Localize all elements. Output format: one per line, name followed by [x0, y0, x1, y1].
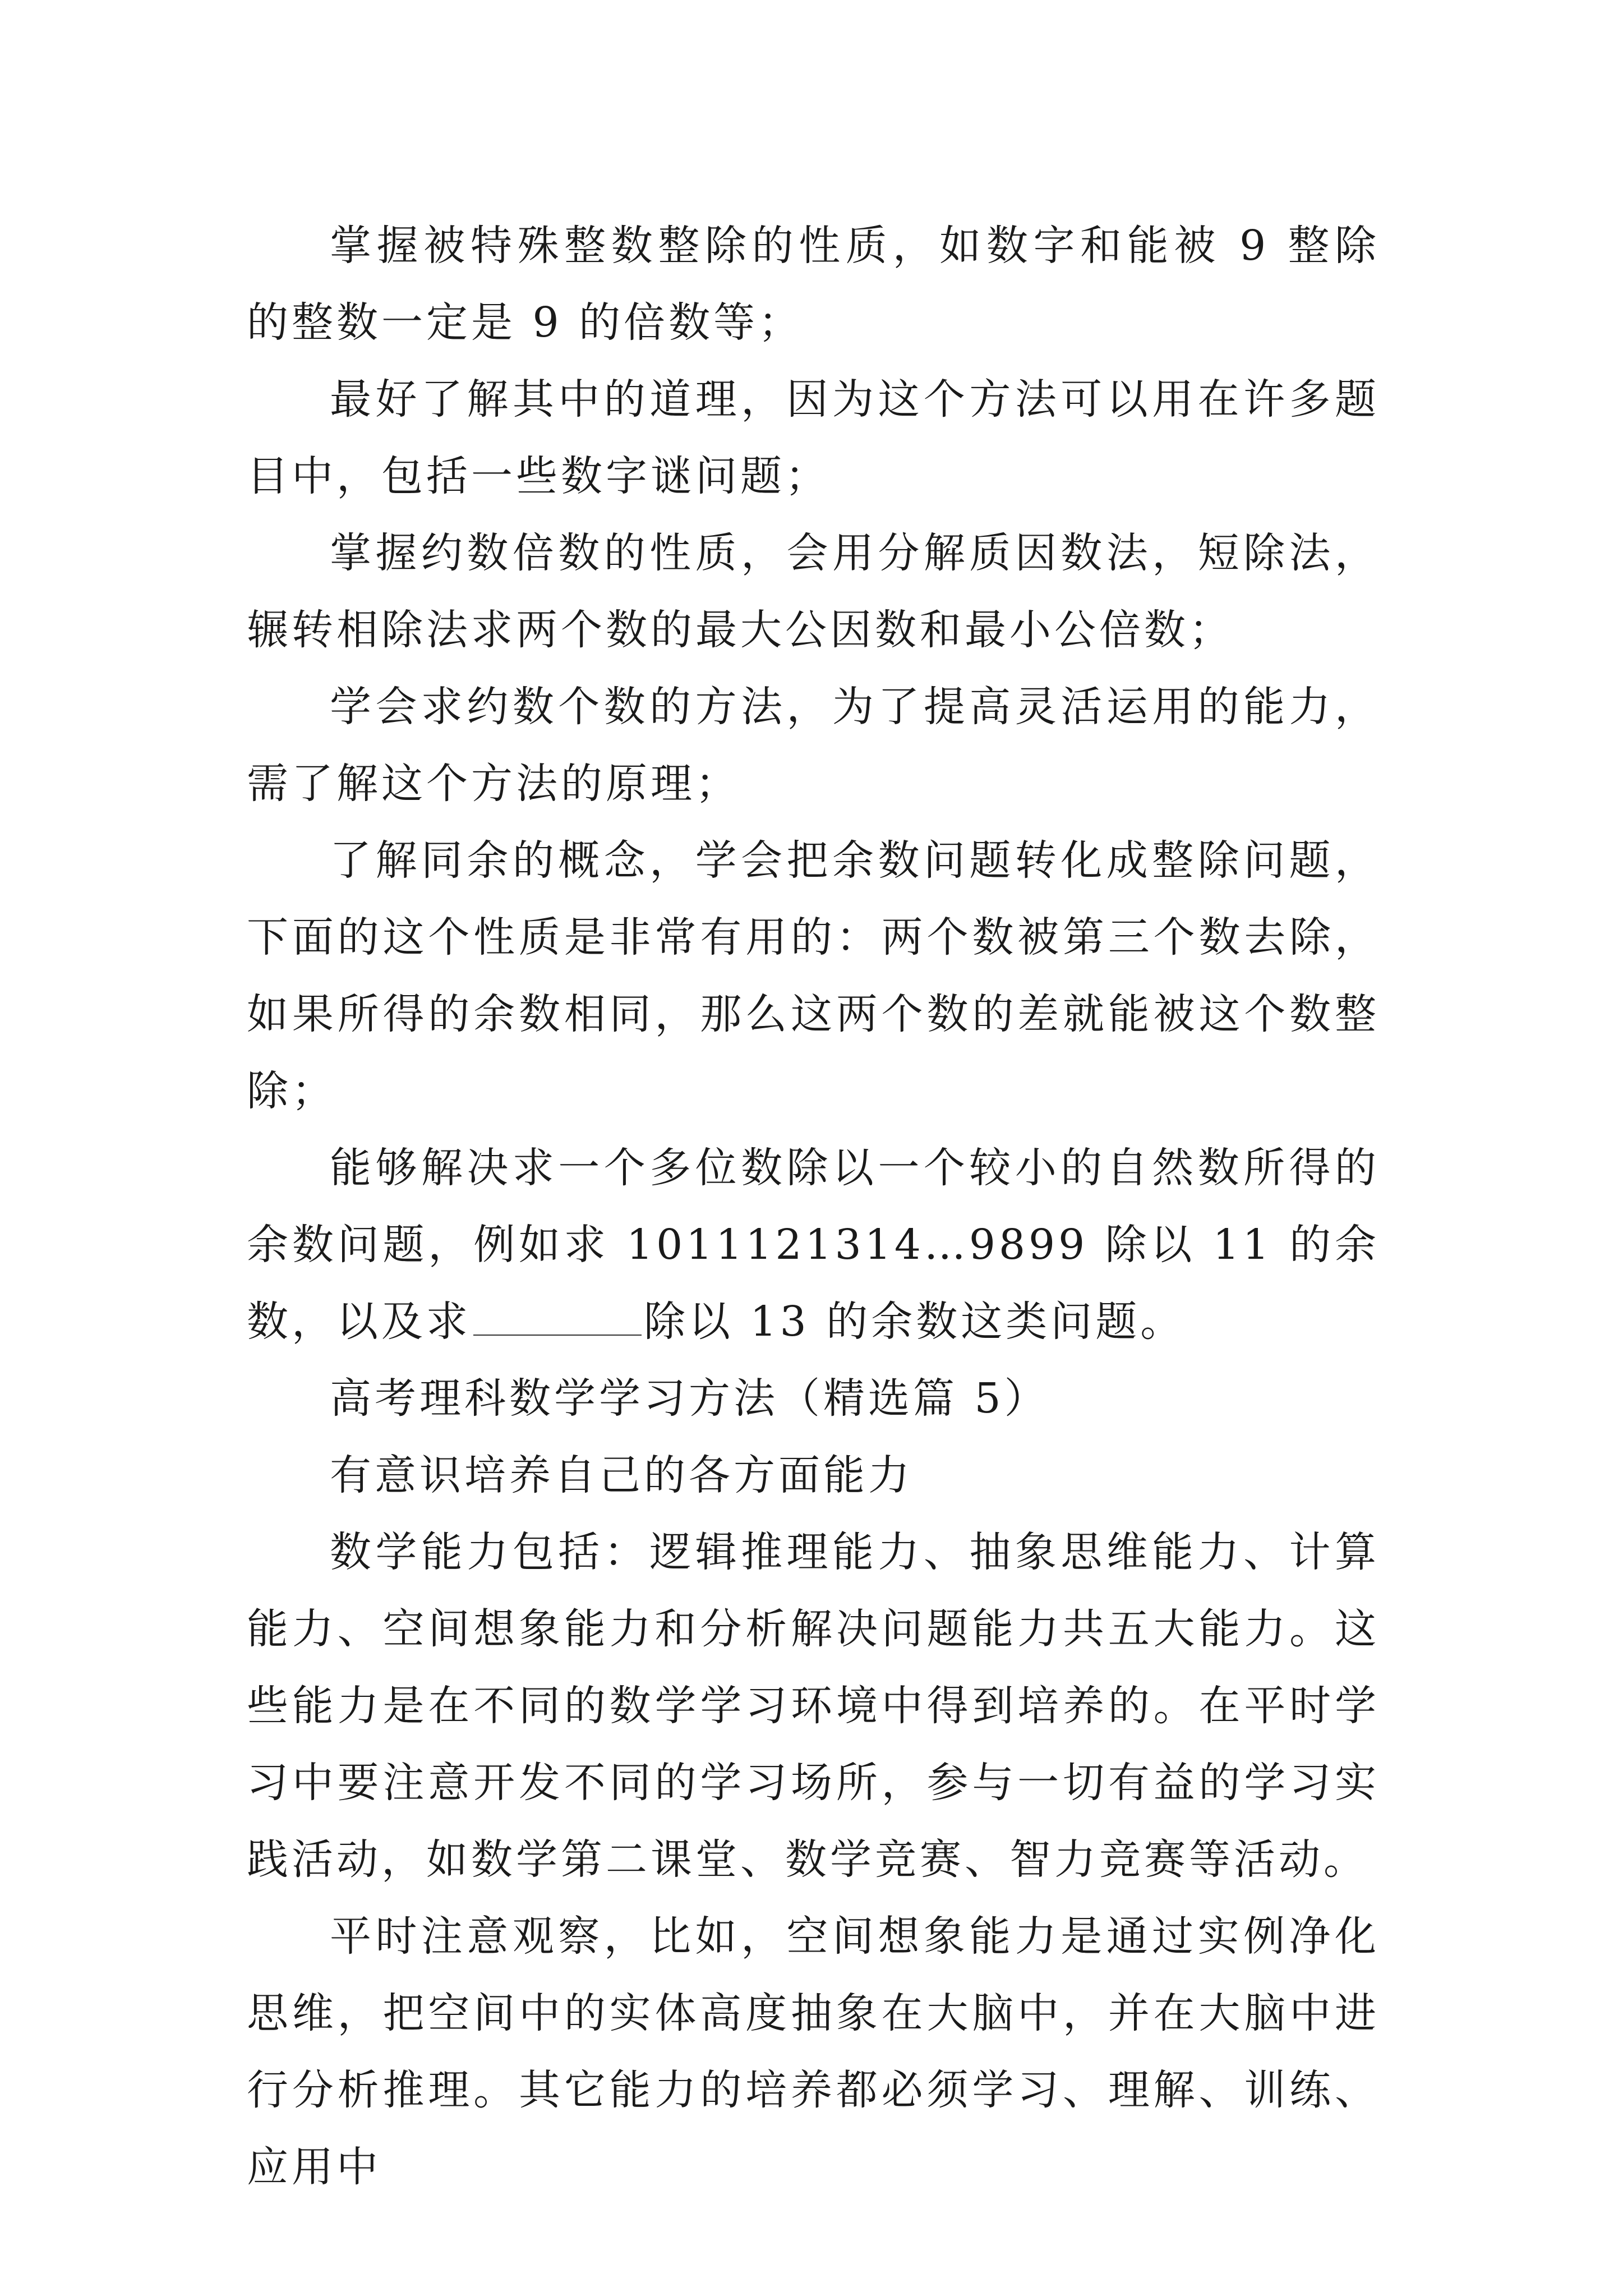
paragraph-divisor-count: 学会求约数个数的方法，为了提高灵活运用的能力，需了解这个方法的原理； [247, 683, 1380, 808]
remainder-text-after-blank: 除以 13 的余数这类问题。 [644, 1297, 1186, 1346]
paragraph-understand-reasoning: 最好了解其中的道理，因为这个方法可以用在许多题目中，包括一些数字谜问题； [247, 375, 1380, 500]
section-heading: 高考理科数学学习方法（精选篇 5） [330, 1374, 1049, 1423]
paragraph-math-abilities: 数学能力包括：逻辑推理能力、抽象思维能力、计算能力、空间想象能力和分析解决问题能力共五大能力。这些能力是在不同的数学学习环境中得到培养的。在平时学习中要注意开发不同的学习场所，参与一切有益的学习实践活动，如数学第二课堂、数学竞赛、智力竞赛等活动。 [247, 1528, 1380, 1884]
paragraph-observation: 平时注意观察，比如，空间想象能力是通过实例净化思维，把空间中的实体高度抽象在大脑中，并在大脑中进行分析推理。其它能力的培养都必须学习、理解、训练、应用中 [247, 1912, 1380, 2191]
paragraph-gcd-lcm: 掌握约数倍数的性质，会用分解质因数法，短除法，辗转相除法求两个数的最大公因数和最小公倍数； [247, 529, 1380, 654]
paragraph-remainder-problems [247, 1130, 1380, 1360]
document-body [247, 208, 1380, 2206]
fill-in-blank [473, 1291, 642, 1336]
paragraph-congruence: 了解同余的概念，学会把余数问题转化成整除问题，下面的这个性质是非常有用的：两个数被第三个数去除，如果所得的余数相同，那么这两个数的差就能被这个数整除； [247, 836, 1380, 1115]
paragraph-divisibility-properties: 掌握被特殊整数整除的性质，如数字和能被 9 整除的整数一定是 9 的倍数等； [247, 222, 1380, 347]
remainder-text-before-blank: 能够解决求一个多位数除以一个较小的自然数所得的余数问题，例如求 1011121314…9899 除以 11 的余数，以及求 [247, 1144, 1380, 1346]
subsection-heading: 有意识培养自己的各方面能力 [330, 1451, 913, 1499]
